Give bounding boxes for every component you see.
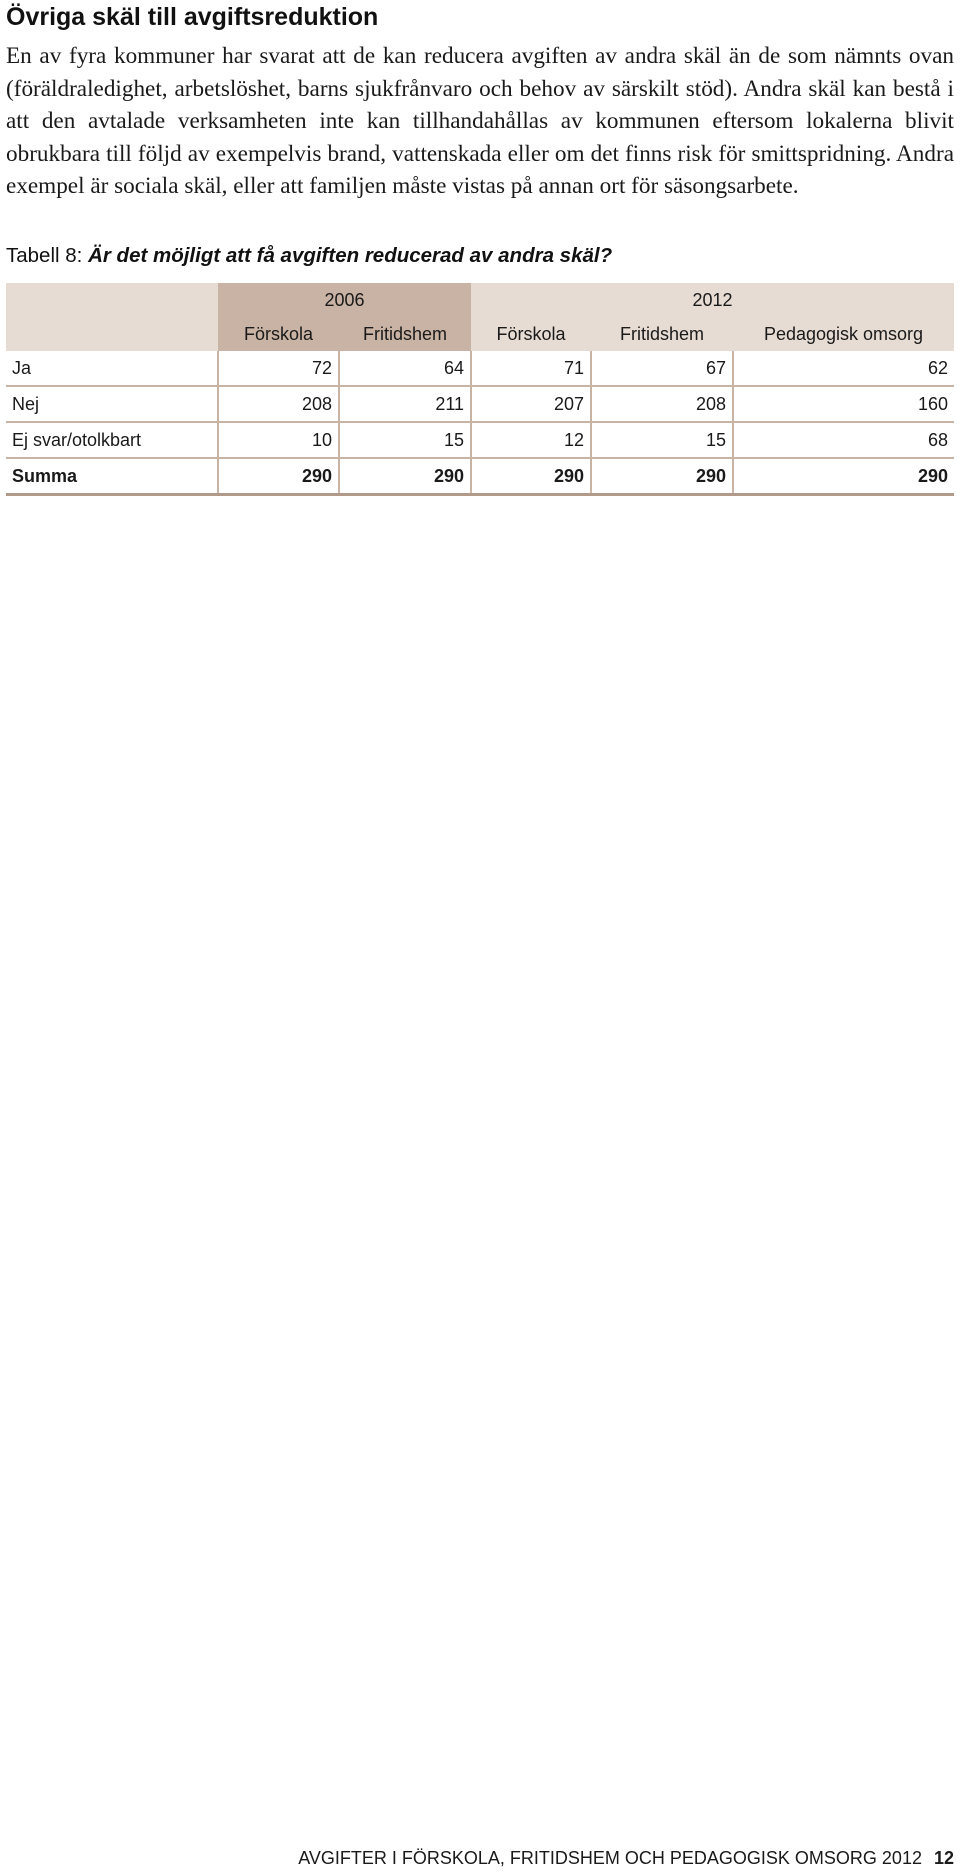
table-cell: 160: [733, 386, 954, 422]
section-heading: Övriga skäl till avgiftsreduktion: [6, 3, 379, 31]
table-row: [6, 351, 954, 386]
row-label: Ej svar/otolkbart: [6, 422, 218, 458]
table-row: [6, 422, 954, 458]
table-sum-row: [6, 458, 954, 495]
table-cell: 290: [591, 458, 733, 495]
table-row: [6, 386, 954, 422]
column-header: Fritidshem: [591, 317, 733, 351]
table-cell: 12: [471, 422, 591, 458]
table-caption-label: Tabell 8:: [6, 243, 89, 267]
document-page: [6, 0, 954, 496]
row-label: Ja: [6, 351, 218, 386]
table-cell: 290: [218, 458, 339, 495]
row-label: Nej: [6, 386, 218, 422]
table-cell: 68: [733, 422, 954, 458]
table-cell: 67: [591, 351, 733, 386]
table-cell: 290: [733, 458, 954, 495]
footer-title: AVGIFTER I FÖRSKOLA, FRITIDSHEM OCH PEDAGOGISK OMSORG 2012: [298, 1848, 922, 1868]
year-header-2012: 2012: [471, 283, 954, 317]
table-cell: 208: [591, 386, 733, 422]
table-cell: 211: [339, 386, 471, 422]
column-header: Fritidshem: [339, 317, 471, 351]
column-header: Förskola: [218, 317, 339, 351]
table-cell: 290: [471, 458, 591, 495]
table-cell: 64: [339, 351, 471, 386]
table-cell: 10: [218, 422, 339, 458]
table-caption: [6, 243, 954, 269]
table-cell: 62: [733, 351, 954, 386]
body-paragraph: En av fyra kommuner har svarat att de kan reducera avgiften av andra skäl än de som nämnts ovan (föräldraledighet, arbetslöshet, barns sjukfrånvaro och behov av särskilt stöd). Andra skäl kan bestå i att den avtalade verksamheten inte kan tillhandahållas av kommunen eftersom lokalerna blivit obrukbara till följd av exempelvis brand, vattenskada eller om det finns risk för smittspridning. Andra exempel är sociala skäl, eller att familjen måste vistas på annan ort för säsongsarbete.: [6, 43, 954, 199]
table-cell: 15: [591, 422, 733, 458]
row-label: Summa: [6, 458, 218, 495]
page-footer: [298, 1847, 954, 1869]
table-cell: 207: [471, 386, 591, 422]
column-header: Pedagogisk omsorg: [733, 317, 954, 351]
page-number: 12: [933, 1848, 954, 1868]
year-header-row: [6, 283, 954, 317]
table-cell: 208: [218, 386, 339, 422]
column-header: Förskola: [471, 317, 591, 351]
table-cell: 71: [471, 351, 591, 386]
table-cell: 15: [339, 422, 471, 458]
table-cell: 72: [218, 351, 339, 386]
year-header-2006: 2006: [218, 283, 471, 317]
table-caption-title: Är det möjligt att få avgiften reducerad av andra skäl?: [88, 243, 613, 267]
data-table: [6, 283, 954, 496]
table-cell: 290: [339, 458, 471, 495]
header-corner-cell: [6, 283, 218, 351]
